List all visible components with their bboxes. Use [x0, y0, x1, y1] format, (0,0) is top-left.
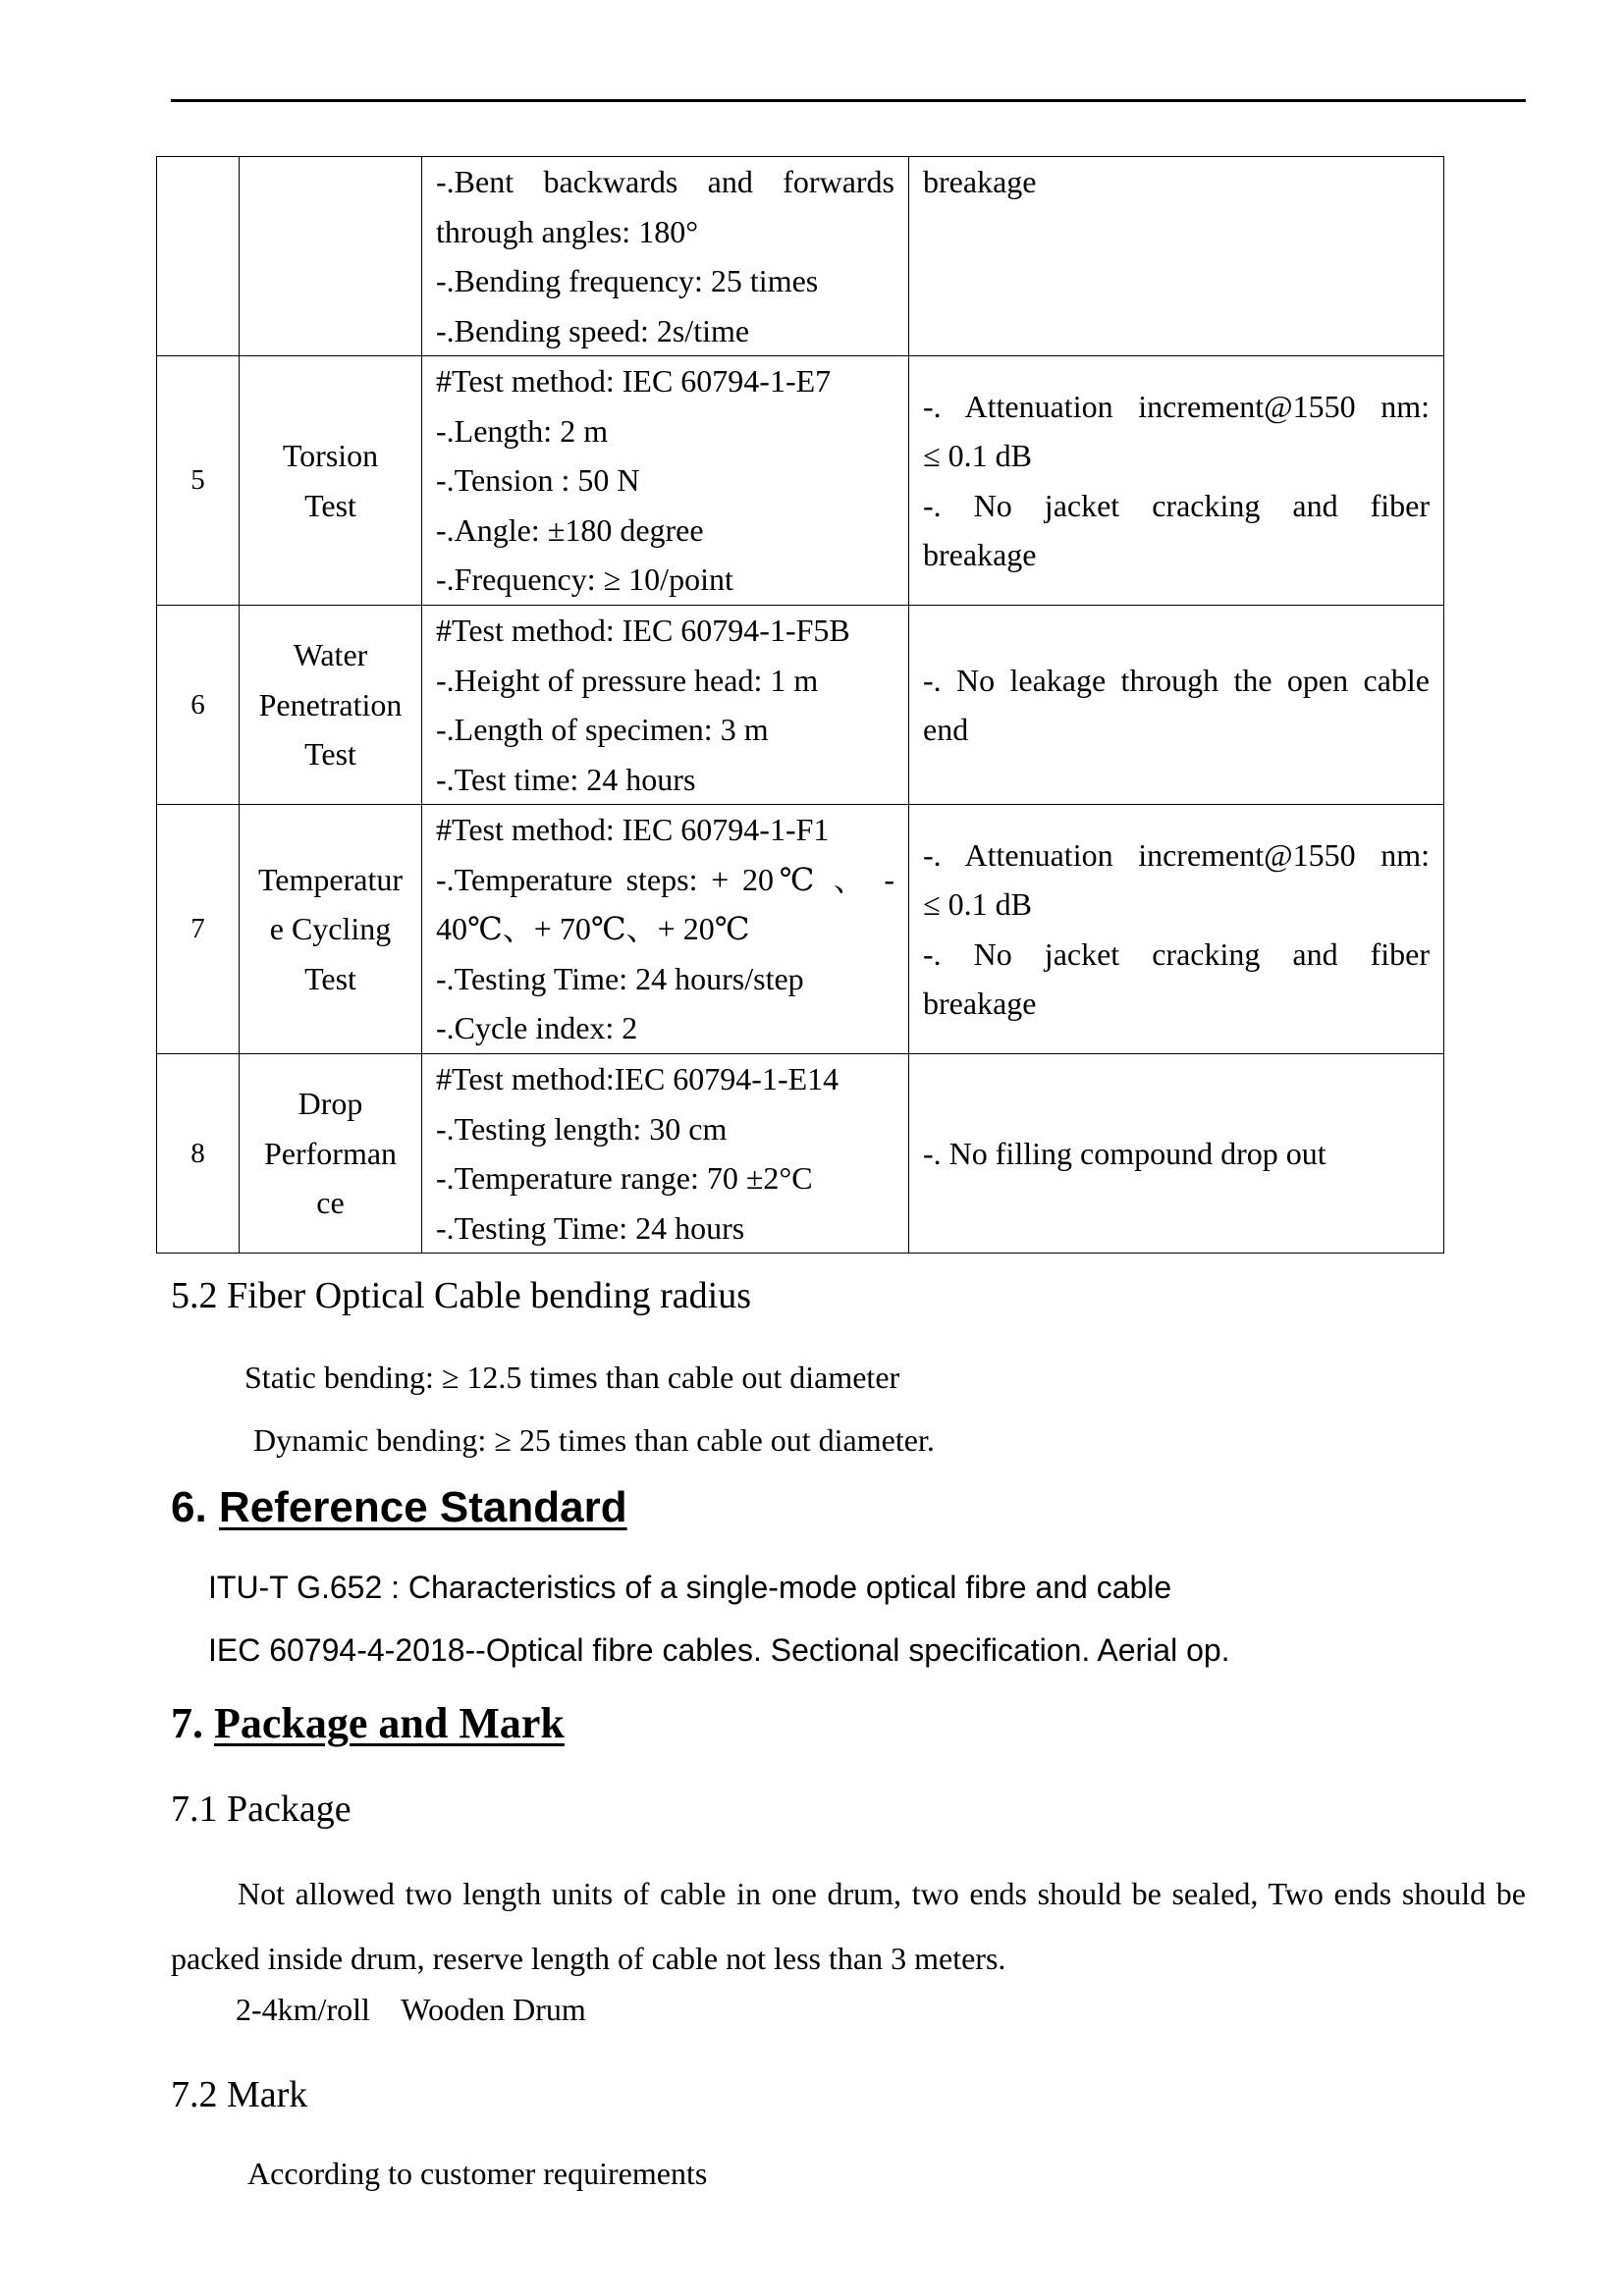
table-row	[157, 157, 1444, 356]
section-7-heading	[171, 1697, 565, 1750]
section-7-title: Package and Mark	[214, 1699, 565, 1747]
test-item-line: Temperatur	[257, 861, 403, 897]
test-item-cell	[240, 157, 422, 356]
row-number-cell	[157, 356, 240, 606]
test-condition-line: #Test method: IEC 60794-1-E7	[436, 363, 832, 400]
section-6-number: 6.	[171, 1483, 219, 1531]
test-item-line: Water	[293, 637, 368, 673]
test-condition-cell	[422, 805, 909, 1054]
table-row	[157, 606, 1444, 805]
test-condition-line: -.Temperature steps: + 20℃ 、 -	[436, 861, 894, 897]
test-condition-line: -.Bent backwards and forwards	[436, 164, 894, 199]
test-condition-line: -.Testing Time: 24 hours/step	[436, 960, 804, 996]
row-number: 6	[190, 688, 205, 721]
requirement-line: breakage	[923, 164, 1037, 199]
row-number-cell	[157, 606, 240, 805]
test-condition-line: through angles: 180°	[436, 213, 698, 249]
table-row	[157, 1054, 1444, 1254]
dynamic-bending-text: Dynamic bending: ≥ 25 times than cable out diameter.	[253, 1422, 935, 1458]
test-condition-line: -.Testing Time: 24 hours	[436, 1209, 745, 1246]
requirement-line: -. Attenuation increment@1550 nm:	[923, 836, 1430, 873]
package-paragraph	[171, 1861, 1526, 1991]
test-condition-line: -.Bending speed: 2s/time	[436, 312, 750, 348]
test-condition-cell	[422, 157, 909, 356]
requirement-cell	[909, 606, 1444, 805]
table-row	[157, 805, 1444, 1054]
test-condition-line: #Test method: IEC 60794-1-F1	[436, 812, 830, 848]
test-item-line: e Cycling	[269, 911, 392, 947]
test-item-line: Drop	[298, 1086, 363, 1122]
test-item-line: Test	[304, 736, 356, 773]
test-condition-line: -.Length: 2 m	[436, 412, 609, 449]
test-condition-line: -.Bending frequency: 25 times	[436, 263, 819, 298]
row-number-cell	[157, 1054, 240, 1254]
test-item-cell	[240, 805, 422, 1054]
test-item-line: Test	[304, 960, 356, 996]
row-number: 8	[190, 1137, 205, 1169]
test-condition-cell	[422, 356, 909, 606]
test-item-line: Performan	[263, 1135, 398, 1171]
test-item-cell	[240, 356, 422, 606]
test-condition-line: #Test method:IEC 60794-1-E14	[436, 1061, 839, 1096]
requirement-line: breakage	[923, 986, 1037, 1021]
requirement-line: -. Attenuation increment@1550 nm:	[923, 388, 1430, 424]
test-item-line: ce	[316, 1185, 345, 1221]
requirement-line: -. No leakage through the open cable	[923, 662, 1430, 698]
test-condition-line: -.Temperature range: 70 ±2°C	[436, 1160, 813, 1196]
test-condition-line: 40℃、+ 70℃、+ 20℃	[436, 911, 750, 947]
test-table	[156, 156, 1444, 1254]
row-number: 5	[190, 464, 205, 497]
test-item-cell	[240, 606, 422, 805]
test-table-body	[157, 157, 1444, 1254]
reference-itu: ITU-T G.652 : Characteristics of a single-mode optical fibre and cable	[208, 1570, 1172, 1605]
test-condition-cell	[422, 606, 909, 805]
requirement-cell	[909, 157, 1444, 356]
test-item-line: Test	[304, 487, 356, 523]
static-bending-text: Static bending: ≥ 12.5 times than cable out diameter	[244, 1360, 900, 1395]
row-number-cell	[157, 805, 240, 1054]
requirement-line: -. No jacket cracking and fiber	[923, 487, 1430, 523]
test-condition-line: -.Test time: 24 hours	[436, 761, 696, 797]
requirement-line: -. No jacket cracking and fiber	[923, 935, 1430, 972]
test-item-cell	[240, 1054, 422, 1254]
test-condition-line: -.Testing length: 30 cm	[436, 1110, 728, 1147]
test-item-line: Penetration	[258, 686, 403, 722]
requirement-cell	[909, 805, 1444, 1054]
section-6-heading	[171, 1481, 627, 1534]
section-7-number: 7.	[171, 1699, 214, 1747]
section-6-title: Reference Standard	[218, 1483, 627, 1531]
mark-text: According to customer requirements	[247, 2156, 708, 2191]
requirement-line: end	[923, 712, 969, 747]
requirement-cell	[909, 1054, 1444, 1254]
requirement-line: -. No filling compound drop out	[923, 1135, 1326, 1171]
requirement-line: ≤ 0.1 dB	[923, 886, 1032, 922]
header-rule	[171, 99, 1526, 102]
drum-spec: 2-4km/roll Wooden Drum	[236, 1992, 586, 2027]
test-condition-line: -.Frequency: ≥ 10/point	[436, 561, 733, 598]
reference-iec: IEC 60794-4-2018--Optical fibre cables. Sectional specification. Aerial op.	[208, 1632, 1230, 1668]
requirement-line: breakage	[923, 537, 1037, 572]
test-condition-line: -.Length of specimen: 3 m	[436, 712, 769, 747]
row-number: 7	[190, 913, 205, 945]
test-condition-cell	[422, 1054, 909, 1254]
requirement-cell	[909, 356, 1444, 606]
mark-subtitle: 7.2 Mark	[171, 2074, 308, 2115]
section-5-2-title: 5.2 Fiber Optical Cable bending radius	[171, 1275, 751, 1316]
test-condition-line: -.Tension : 50 N	[436, 462, 640, 499]
test-item-line: Torsion	[282, 438, 379, 473]
requirement-line: ≤ 0.1 dB	[923, 438, 1032, 473]
table-row	[157, 356, 1444, 606]
package-subtitle: 7.1 Package	[171, 1789, 352, 1830]
test-condition-line: -.Angle: ±180 degree	[436, 511, 704, 548]
test-condition-line: -.Cycle index: 2	[436, 1010, 638, 1046]
package-paragraph-text: Not allowed two length units of cable in one drum, two ends should be sealed, Two ends should be packed inside drum, reserve length of cable not less than 3 meters.	[171, 1876, 1526, 1976]
test-condition-line: -.Height of pressure head: 1 m	[436, 662, 819, 698]
row-number-cell	[157, 157, 240, 356]
test-condition-line: #Test method: IEC 60794-1-F5B	[436, 613, 850, 648]
